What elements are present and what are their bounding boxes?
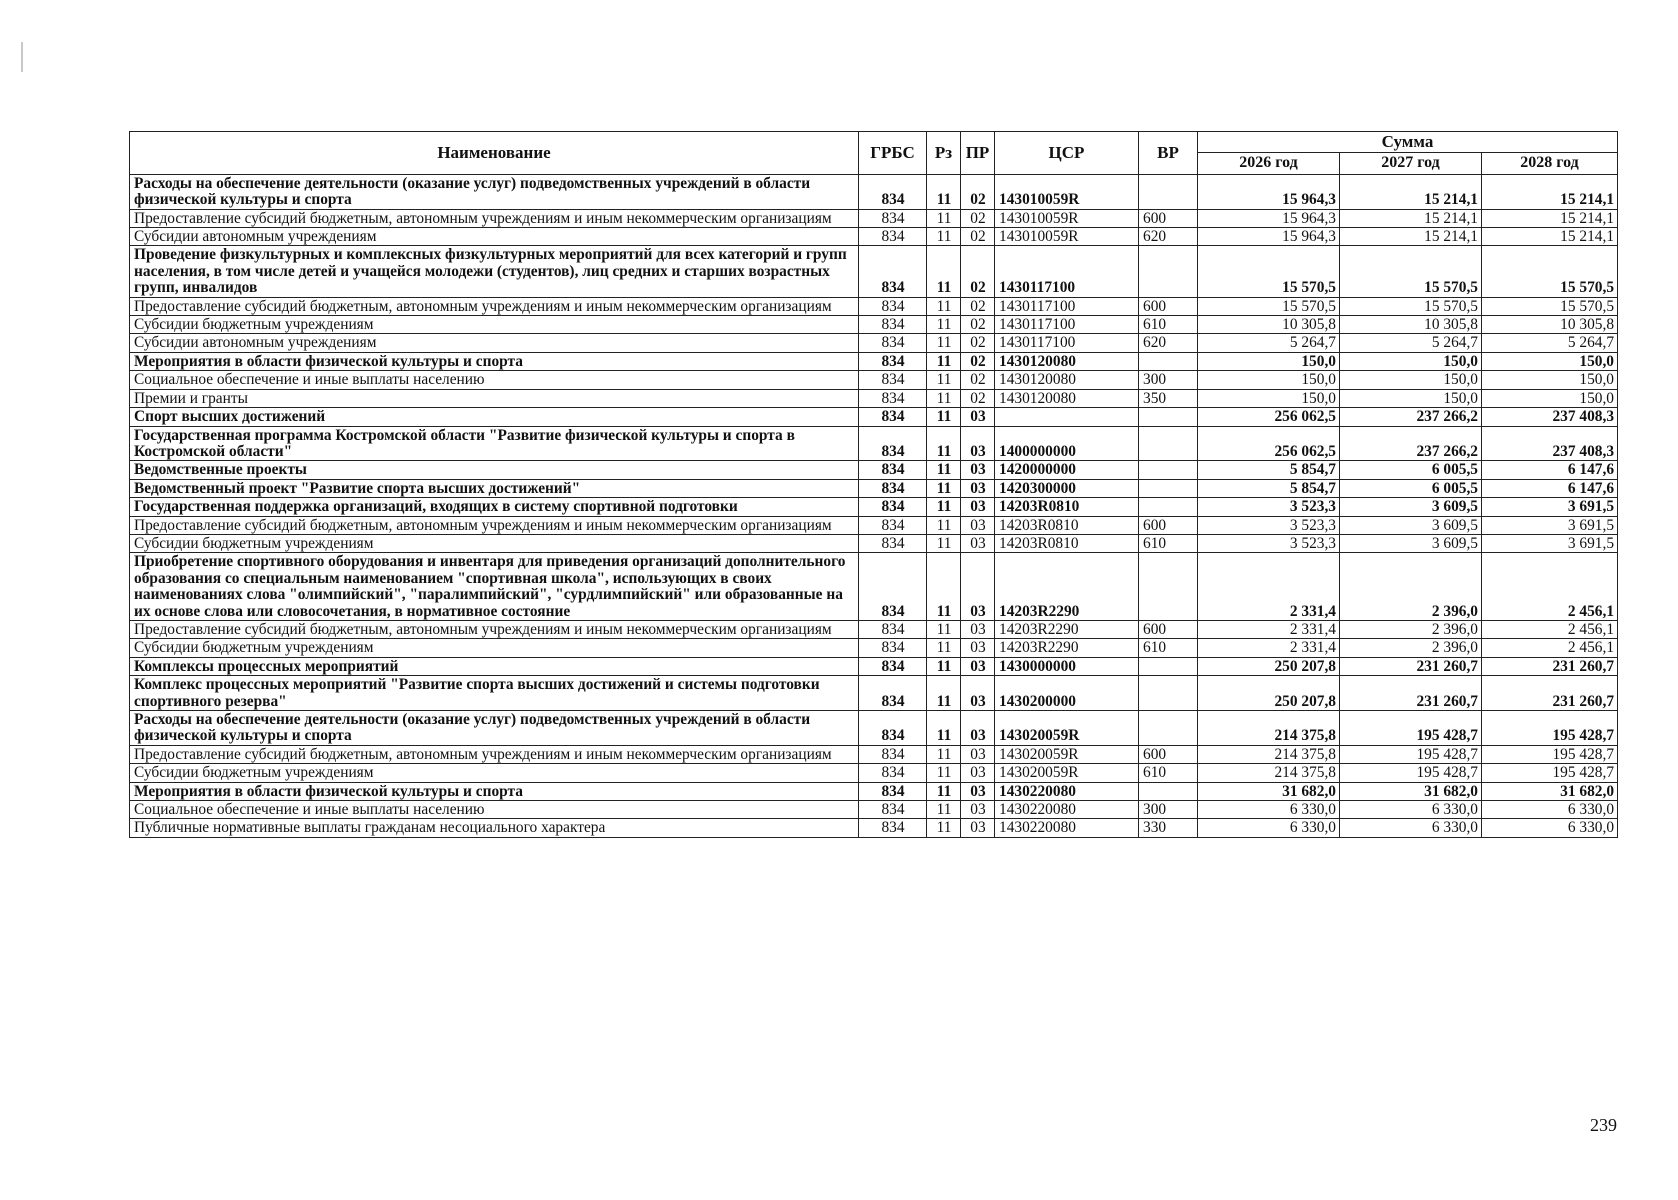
cell-2028: 150,0 bbox=[1482, 371, 1618, 389]
cell-vr: 610 bbox=[1139, 316, 1198, 334]
cell-2026: 6 330,0 bbox=[1198, 801, 1340, 819]
cell-name: Субсидии автономным учреждениям bbox=[130, 228, 859, 246]
table-row bbox=[130, 209, 1618, 227]
cell-2026: 15 570,5 bbox=[1198, 297, 1340, 315]
cell-2028: 5 264,7 bbox=[1482, 334, 1618, 352]
table-row bbox=[130, 479, 1618, 497]
header-vr: ВР bbox=[1139, 132, 1198, 175]
cell-grbs: 834 bbox=[859, 498, 927, 516]
cell-2026: 214 375,8 bbox=[1198, 764, 1340, 782]
cell-rz: 11 bbox=[927, 620, 961, 638]
cell-csr: 1430120080 bbox=[995, 371, 1139, 389]
cell-pr: 03 bbox=[961, 620, 995, 638]
table-row bbox=[130, 745, 1618, 763]
cell-grbs: 834 bbox=[859, 228, 927, 246]
cell-grbs: 834 bbox=[859, 426, 927, 461]
cell-pr: 02 bbox=[961, 209, 995, 227]
cell-vr: 300 bbox=[1139, 801, 1198, 819]
cell-name: Социальное обеспечение и иные выплаты населению bbox=[130, 801, 859, 819]
cell-pr: 03 bbox=[961, 479, 995, 497]
cell-pr: 02 bbox=[961, 246, 995, 297]
cell-rz: 11 bbox=[927, 657, 961, 675]
cell-pr: 02 bbox=[961, 371, 995, 389]
cell-2026: 214 375,8 bbox=[1198, 745, 1340, 763]
cell-2027: 237 266,2 bbox=[1340, 408, 1482, 426]
header-sum: Сумма bbox=[1198, 132, 1618, 153]
cell-pr: 03 bbox=[961, 426, 995, 461]
cell-2026: 2 331,4 bbox=[1198, 639, 1340, 657]
cell-csr: 14203R0810 bbox=[995, 498, 1139, 516]
header-year-2027: 2027 год bbox=[1340, 153, 1482, 174]
cell-vr: 610 bbox=[1139, 534, 1198, 552]
cell-2027: 231 260,7 bbox=[1340, 676, 1482, 711]
cell-grbs: 834 bbox=[859, 316, 927, 334]
cell-rz: 11 bbox=[927, 426, 961, 461]
cell-csr: 1420300000 bbox=[995, 479, 1139, 497]
cell-vr: 620 bbox=[1139, 228, 1198, 246]
cell-pr: 03 bbox=[961, 711, 995, 746]
cell-2028: 6 330,0 bbox=[1482, 819, 1618, 837]
cell-2026: 5 854,7 bbox=[1198, 461, 1340, 479]
cell-csr: 1430120080 bbox=[995, 352, 1139, 370]
cell-pr: 03 bbox=[961, 461, 995, 479]
cell-2026: 2 331,4 bbox=[1198, 553, 1340, 621]
cell-name: Мероприятия в области физической культуры и спорта bbox=[130, 782, 859, 800]
header-rz: Рз bbox=[927, 132, 961, 175]
cell-vr bbox=[1139, 246, 1198, 297]
cell-pr: 03 bbox=[961, 498, 995, 516]
cell-2028: 3 691,5 bbox=[1482, 498, 1618, 516]
cell-grbs: 834 bbox=[859, 334, 927, 352]
cell-pr: 02 bbox=[961, 316, 995, 334]
table-row bbox=[130, 316, 1618, 334]
cell-2028: 31 682,0 bbox=[1482, 782, 1618, 800]
table-row bbox=[130, 711, 1618, 746]
cell-grbs: 834 bbox=[859, 461, 927, 479]
header-pr: ПР bbox=[961, 132, 995, 175]
cell-pr: 02 bbox=[961, 334, 995, 352]
cell-csr: 1430120080 bbox=[995, 389, 1139, 407]
cell-vr bbox=[1139, 676, 1198, 711]
cell-rz: 11 bbox=[927, 801, 961, 819]
table-row bbox=[130, 782, 1618, 800]
table-row bbox=[130, 174, 1618, 209]
header-grbs: ГРБС bbox=[859, 132, 927, 175]
cell-rz: 11 bbox=[927, 534, 961, 552]
table-row bbox=[130, 389, 1618, 407]
cell-2027: 2 396,0 bbox=[1340, 553, 1482, 621]
cell-vr: 330 bbox=[1139, 819, 1198, 837]
cell-2026: 256 062,5 bbox=[1198, 426, 1340, 461]
cell-rz: 11 bbox=[927, 711, 961, 746]
cell-pr: 02 bbox=[961, 228, 995, 246]
cell-vr: 600 bbox=[1139, 745, 1198, 763]
table-row bbox=[130, 426, 1618, 461]
cell-csr: 1430220080 bbox=[995, 782, 1139, 800]
cell-pr: 02 bbox=[961, 352, 995, 370]
table-row bbox=[130, 764, 1618, 782]
budget-table bbox=[129, 131, 1618, 838]
cell-2027: 2 396,0 bbox=[1340, 639, 1482, 657]
cell-csr: 143010059R bbox=[995, 228, 1139, 246]
cell-vr bbox=[1139, 408, 1198, 426]
cell-rz: 11 bbox=[927, 676, 961, 711]
cell-csr: 143010059R bbox=[995, 209, 1139, 227]
cell-vr: 620 bbox=[1139, 334, 1198, 352]
cell-2026: 3 523,3 bbox=[1198, 498, 1340, 516]
cell-2027: 15 570,5 bbox=[1340, 297, 1482, 315]
cell-vr: 300 bbox=[1139, 371, 1198, 389]
cell-pr: 03 bbox=[961, 782, 995, 800]
cell-2028: 15 570,5 bbox=[1482, 297, 1618, 315]
page-number: 239 bbox=[1590, 1115, 1617, 1135]
cell-name: Предоставление субсидий бюджетным, автономным учреждениям и иным некоммерческим организациям bbox=[130, 209, 859, 227]
cell-2027: 3 609,5 bbox=[1340, 498, 1482, 516]
cell-2026: 15 964,3 bbox=[1198, 174, 1340, 209]
cell-vr bbox=[1139, 711, 1198, 746]
cell-2027: 150,0 bbox=[1340, 371, 1482, 389]
cell-grbs: 834 bbox=[859, 174, 927, 209]
cell-2027: 15 214,1 bbox=[1340, 209, 1482, 227]
table-row bbox=[130, 297, 1618, 315]
cell-2028: 195 428,7 bbox=[1482, 764, 1618, 782]
cell-name: Комплекс процессных мероприятий "Развитие спорта высших достижений и системы подготовки спортивного резерва" bbox=[130, 676, 859, 711]
cell-name: Проведение физкультурных и комплексных физкультурных мероприятий для всех категорий и групп населения, в том числе детей и учащейся молодежи (студентов), лиц средних и старших возрастных групп, инвалидов bbox=[130, 246, 859, 297]
cell-csr: 1430117100 bbox=[995, 297, 1139, 315]
cell-name: Субсидии автономным учреждениям bbox=[130, 334, 859, 352]
cell-grbs: 834 bbox=[859, 819, 927, 837]
cell-rz: 11 bbox=[927, 316, 961, 334]
table-row bbox=[130, 352, 1618, 370]
scan-edge-mark bbox=[21, 42, 23, 72]
cell-2026: 214 375,8 bbox=[1198, 711, 1340, 746]
cell-vr bbox=[1139, 426, 1198, 461]
cell-2027: 195 428,7 bbox=[1340, 745, 1482, 763]
table-row bbox=[130, 553, 1618, 621]
cell-csr: 1430117100 bbox=[995, 334, 1139, 352]
cell-rz: 11 bbox=[927, 819, 961, 837]
cell-name: Комплексы процессных мероприятий bbox=[130, 657, 859, 675]
cell-2026: 250 207,8 bbox=[1198, 657, 1340, 675]
cell-2027: 31 682,0 bbox=[1340, 782, 1482, 800]
cell-2027: 6 330,0 bbox=[1340, 801, 1482, 819]
cell-2028: 2 456,1 bbox=[1482, 620, 1618, 638]
cell-rz: 11 bbox=[927, 745, 961, 763]
cell-name: Расходы на обеспечение деятельности (оказание услуг) подведомственных учреждений в области физической культуры и спорта bbox=[130, 174, 859, 209]
cell-vr: 600 bbox=[1139, 516, 1198, 534]
cell-name: Ведомственный проект "Развитие спорта высших достижений" bbox=[130, 479, 859, 497]
table-row bbox=[130, 371, 1618, 389]
cell-2026: 150,0 bbox=[1198, 371, 1340, 389]
cell-name: Субсидии бюджетным учреждениям bbox=[130, 639, 859, 657]
cell-2027: 3 609,5 bbox=[1340, 516, 1482, 534]
cell-rz: 11 bbox=[927, 498, 961, 516]
cell-2028: 15 570,5 bbox=[1482, 246, 1618, 297]
cell-name: Расходы на обеспечение деятельности (оказание услуг) подведомственных учреждений в области физической культуры и спорта bbox=[130, 711, 859, 746]
cell-2026: 6 330,0 bbox=[1198, 819, 1340, 837]
cell-pr: 02 bbox=[961, 174, 995, 209]
cell-vr: 610 bbox=[1139, 764, 1198, 782]
cell-rz: 11 bbox=[927, 516, 961, 534]
cell-pr: 03 bbox=[961, 408, 995, 426]
cell-grbs: 834 bbox=[859, 479, 927, 497]
cell-pr: 03 bbox=[961, 676, 995, 711]
cell-2028: 2 456,1 bbox=[1482, 553, 1618, 621]
cell-name: Субсидии бюджетным учреждениям bbox=[130, 316, 859, 334]
cell-name: Предоставление субсидий бюджетным, автономным учреждениям и иным некоммерческим организациям bbox=[130, 516, 859, 534]
cell-grbs: 834 bbox=[859, 371, 927, 389]
cell-rz: 11 bbox=[927, 479, 961, 497]
cell-pr: 03 bbox=[961, 639, 995, 657]
cell-name: Предоставление субсидий бюджетным, автономным учреждениям и иным некоммерческим организациям bbox=[130, 297, 859, 315]
cell-2028: 3 691,5 bbox=[1482, 516, 1618, 534]
cell-grbs: 834 bbox=[859, 297, 927, 315]
cell-pr: 03 bbox=[961, 516, 995, 534]
cell-csr: 14203R2290 bbox=[995, 639, 1139, 657]
cell-csr: 14203R2290 bbox=[995, 620, 1139, 638]
cell-csr: 1420000000 bbox=[995, 461, 1139, 479]
cell-2026: 150,0 bbox=[1198, 389, 1340, 407]
cell-2027: 10 305,8 bbox=[1340, 316, 1482, 334]
cell-rz: 11 bbox=[927, 764, 961, 782]
cell-name: Предоставление субсидий бюджетным, автономным учреждениям и иным некоммерческим организациям bbox=[130, 620, 859, 638]
table-row bbox=[130, 408, 1618, 426]
cell-2028: 237 408,3 bbox=[1482, 426, 1618, 461]
cell-csr: 143020059R bbox=[995, 711, 1139, 746]
cell-2026: 31 682,0 bbox=[1198, 782, 1340, 800]
cell-vr bbox=[1139, 782, 1198, 800]
cell-grbs: 834 bbox=[859, 745, 927, 763]
cell-2028: 237 408,3 bbox=[1482, 408, 1618, 426]
cell-2026: 15 964,3 bbox=[1198, 209, 1340, 227]
table-header bbox=[130, 132, 1618, 175]
cell-rz: 11 bbox=[927, 461, 961, 479]
cell-csr: 1430117100 bbox=[995, 246, 1139, 297]
cell-vr bbox=[1139, 352, 1198, 370]
cell-2026: 15 964,3 bbox=[1198, 228, 1340, 246]
cell-name: Публичные нормативные выплаты гражданам несоциального характера bbox=[130, 819, 859, 837]
cell-grbs: 834 bbox=[859, 389, 927, 407]
cell-2028: 2 456,1 bbox=[1482, 639, 1618, 657]
cell-2026: 256 062,5 bbox=[1198, 408, 1340, 426]
cell-grbs: 834 bbox=[859, 516, 927, 534]
cell-grbs: 834 bbox=[859, 711, 927, 746]
cell-grbs: 834 bbox=[859, 209, 927, 227]
cell-2028: 231 260,7 bbox=[1482, 657, 1618, 675]
cell-csr bbox=[995, 408, 1139, 426]
cell-2027: 5 264,7 bbox=[1340, 334, 1482, 352]
cell-2028: 15 214,1 bbox=[1482, 209, 1618, 227]
cell-name: Субсидии бюджетным учреждениям bbox=[130, 534, 859, 552]
cell-name: Социальное обеспечение и иные выплаты населению bbox=[130, 371, 859, 389]
cell-2027: 6 330,0 bbox=[1340, 819, 1482, 837]
cell-2027: 6 005,5 bbox=[1340, 461, 1482, 479]
header-year-2026: 2026 год bbox=[1198, 153, 1340, 174]
cell-2027: 15 214,1 bbox=[1340, 228, 1482, 246]
cell-rz: 11 bbox=[927, 389, 961, 407]
cell-2027: 15 570,5 bbox=[1340, 246, 1482, 297]
cell-csr: 1430200000 bbox=[995, 676, 1139, 711]
cell-2028: 150,0 bbox=[1482, 352, 1618, 370]
cell-2027: 2 396,0 bbox=[1340, 620, 1482, 638]
table-row bbox=[130, 639, 1618, 657]
cell-csr: 143020059R bbox=[995, 745, 1139, 763]
cell-name: Государственная поддержка организаций, входящих в систему спортивной подготовки bbox=[130, 498, 859, 516]
cell-name: Премии и гранты bbox=[130, 389, 859, 407]
cell-grbs: 834 bbox=[859, 534, 927, 552]
cell-vr: 610 bbox=[1139, 639, 1198, 657]
cell-2026: 5 264,7 bbox=[1198, 334, 1340, 352]
cell-2027: 6 005,5 bbox=[1340, 479, 1482, 497]
table-row bbox=[130, 516, 1618, 534]
cell-2026: 10 305,8 bbox=[1198, 316, 1340, 334]
cell-name: Приобретение спортивного оборудования и инвентаря для приведения организаций дополнительного образования со специальным наименованием "спортивная школа", использующих в своих наименованиях слова "олимпийский", "паралимпийский", "сурдлимпийский" или образованные на их основе слова или словосочетания, в нормативное состояние bbox=[130, 553, 859, 621]
cell-csr: 14203R0810 bbox=[995, 516, 1139, 534]
cell-2028: 6 147,6 bbox=[1482, 479, 1618, 497]
cell-pr: 02 bbox=[961, 389, 995, 407]
cell-csr: 14203R0810 bbox=[995, 534, 1139, 552]
cell-grbs: 834 bbox=[859, 620, 927, 638]
cell-csr: 1430000000 bbox=[995, 657, 1139, 675]
cell-name: Ведомственные проекты bbox=[130, 461, 859, 479]
cell-2027: 195 428,7 bbox=[1340, 711, 1482, 746]
cell-grbs: 834 bbox=[859, 639, 927, 657]
cell-rz: 11 bbox=[927, 209, 961, 227]
cell-grbs: 834 bbox=[859, 676, 927, 711]
cell-vr bbox=[1139, 479, 1198, 497]
cell-2028: 195 428,7 bbox=[1482, 745, 1618, 763]
cell-grbs: 834 bbox=[859, 408, 927, 426]
cell-pr: 03 bbox=[961, 657, 995, 675]
cell-name: Мероприятия в области физической культуры и спорта bbox=[130, 352, 859, 370]
table-row bbox=[130, 228, 1618, 246]
cell-2026: 250 207,8 bbox=[1198, 676, 1340, 711]
cell-rz: 11 bbox=[927, 246, 961, 297]
table-row bbox=[130, 620, 1618, 638]
table-row bbox=[130, 657, 1618, 675]
cell-2026: 3 523,3 bbox=[1198, 534, 1340, 552]
cell-2028: 3 691,5 bbox=[1482, 534, 1618, 552]
cell-2026: 150,0 bbox=[1198, 352, 1340, 370]
cell-pr: 03 bbox=[961, 534, 995, 552]
cell-2028: 15 214,1 bbox=[1482, 228, 1618, 246]
cell-csr: 143020059R bbox=[995, 764, 1139, 782]
cell-2027: 195 428,7 bbox=[1340, 764, 1482, 782]
cell-grbs: 834 bbox=[859, 657, 927, 675]
cell-2028: 150,0 bbox=[1482, 389, 1618, 407]
cell-vr: 350 bbox=[1139, 389, 1198, 407]
cell-grbs: 834 bbox=[859, 782, 927, 800]
header-name: Наименование bbox=[130, 132, 859, 175]
cell-pr: 03 bbox=[961, 801, 995, 819]
cell-2026: 2 331,4 bbox=[1198, 620, 1340, 638]
cell-rz: 11 bbox=[927, 228, 961, 246]
cell-2028: 6 330,0 bbox=[1482, 801, 1618, 819]
cell-vr bbox=[1139, 498, 1198, 516]
table-row bbox=[130, 461, 1618, 479]
cell-csr: 1430220080 bbox=[995, 819, 1139, 837]
cell-pr: 03 bbox=[961, 819, 995, 837]
cell-2028: 195 428,7 bbox=[1482, 711, 1618, 746]
cell-vr bbox=[1139, 657, 1198, 675]
cell-grbs: 834 bbox=[859, 246, 927, 297]
cell-2028: 6 147,6 bbox=[1482, 461, 1618, 479]
cell-grbs: 834 bbox=[859, 801, 927, 819]
cell-rz: 11 bbox=[927, 639, 961, 657]
cell-csr: 1430117100 bbox=[995, 316, 1139, 334]
cell-grbs: 834 bbox=[859, 352, 927, 370]
cell-2028: 231 260,7 bbox=[1482, 676, 1618, 711]
cell-vr bbox=[1139, 553, 1198, 621]
cell-2028: 15 214,1 bbox=[1482, 174, 1618, 209]
cell-csr: 14203R2290 bbox=[995, 553, 1139, 621]
cell-pr: 03 bbox=[961, 553, 995, 621]
table-row bbox=[130, 498, 1618, 516]
cell-2027: 150,0 bbox=[1340, 352, 1482, 370]
header-year-2028: 2028 год bbox=[1482, 153, 1618, 174]
table-body bbox=[130, 174, 1618, 837]
cell-rz: 11 bbox=[927, 352, 961, 370]
cell-rz: 11 bbox=[927, 553, 961, 621]
cell-2026: 3 523,3 bbox=[1198, 516, 1340, 534]
cell-pr: 02 bbox=[961, 297, 995, 315]
cell-rz: 11 bbox=[927, 782, 961, 800]
cell-2027: 231 260,7 bbox=[1340, 657, 1482, 675]
table-row bbox=[130, 246, 1618, 297]
cell-2028: 10 305,8 bbox=[1482, 316, 1618, 334]
cell-2027: 15 214,1 bbox=[1340, 174, 1482, 209]
cell-rz: 11 bbox=[927, 408, 961, 426]
cell-2027: 150,0 bbox=[1340, 389, 1482, 407]
cell-name: Государственная программа Костромской области "Развитие физической культуры и спорта в Костромской области" bbox=[130, 426, 859, 461]
cell-rz: 11 bbox=[927, 297, 961, 315]
cell-name: Предоставление субсидий бюджетным, автономным учреждениям и иным некоммерческим организациям bbox=[130, 745, 859, 763]
cell-vr bbox=[1139, 461, 1198, 479]
cell-rz: 11 bbox=[927, 334, 961, 352]
header-csr: ЦСР bbox=[995, 132, 1139, 175]
cell-2027: 3 609,5 bbox=[1340, 534, 1482, 552]
cell-csr: 1400000000 bbox=[995, 426, 1139, 461]
cell-grbs: 834 bbox=[859, 764, 927, 782]
table-row bbox=[130, 819, 1618, 837]
cell-vr: 600 bbox=[1139, 297, 1198, 315]
cell-pr: 03 bbox=[961, 745, 995, 763]
cell-2026: 5 854,7 bbox=[1198, 479, 1340, 497]
cell-pr: 03 bbox=[961, 764, 995, 782]
table-row bbox=[130, 334, 1618, 352]
cell-csr: 1430220080 bbox=[995, 801, 1139, 819]
cell-grbs: 834 bbox=[859, 553, 927, 621]
cell-name: Субсидии бюджетным учреждениям bbox=[130, 764, 859, 782]
cell-vr bbox=[1139, 174, 1198, 209]
cell-vr: 600 bbox=[1139, 209, 1198, 227]
table-row bbox=[130, 801, 1618, 819]
cell-rz: 11 bbox=[927, 371, 961, 389]
cell-2027: 237 266,2 bbox=[1340, 426, 1482, 461]
cell-rz: 11 bbox=[927, 174, 961, 209]
cell-2026: 15 570,5 bbox=[1198, 246, 1340, 297]
cell-csr: 143010059R bbox=[995, 174, 1139, 209]
cell-vr: 600 bbox=[1139, 620, 1198, 638]
cell-name: Спорт высших достижений bbox=[130, 408, 859, 426]
table-row bbox=[130, 534, 1618, 552]
table-row bbox=[130, 676, 1618, 711]
